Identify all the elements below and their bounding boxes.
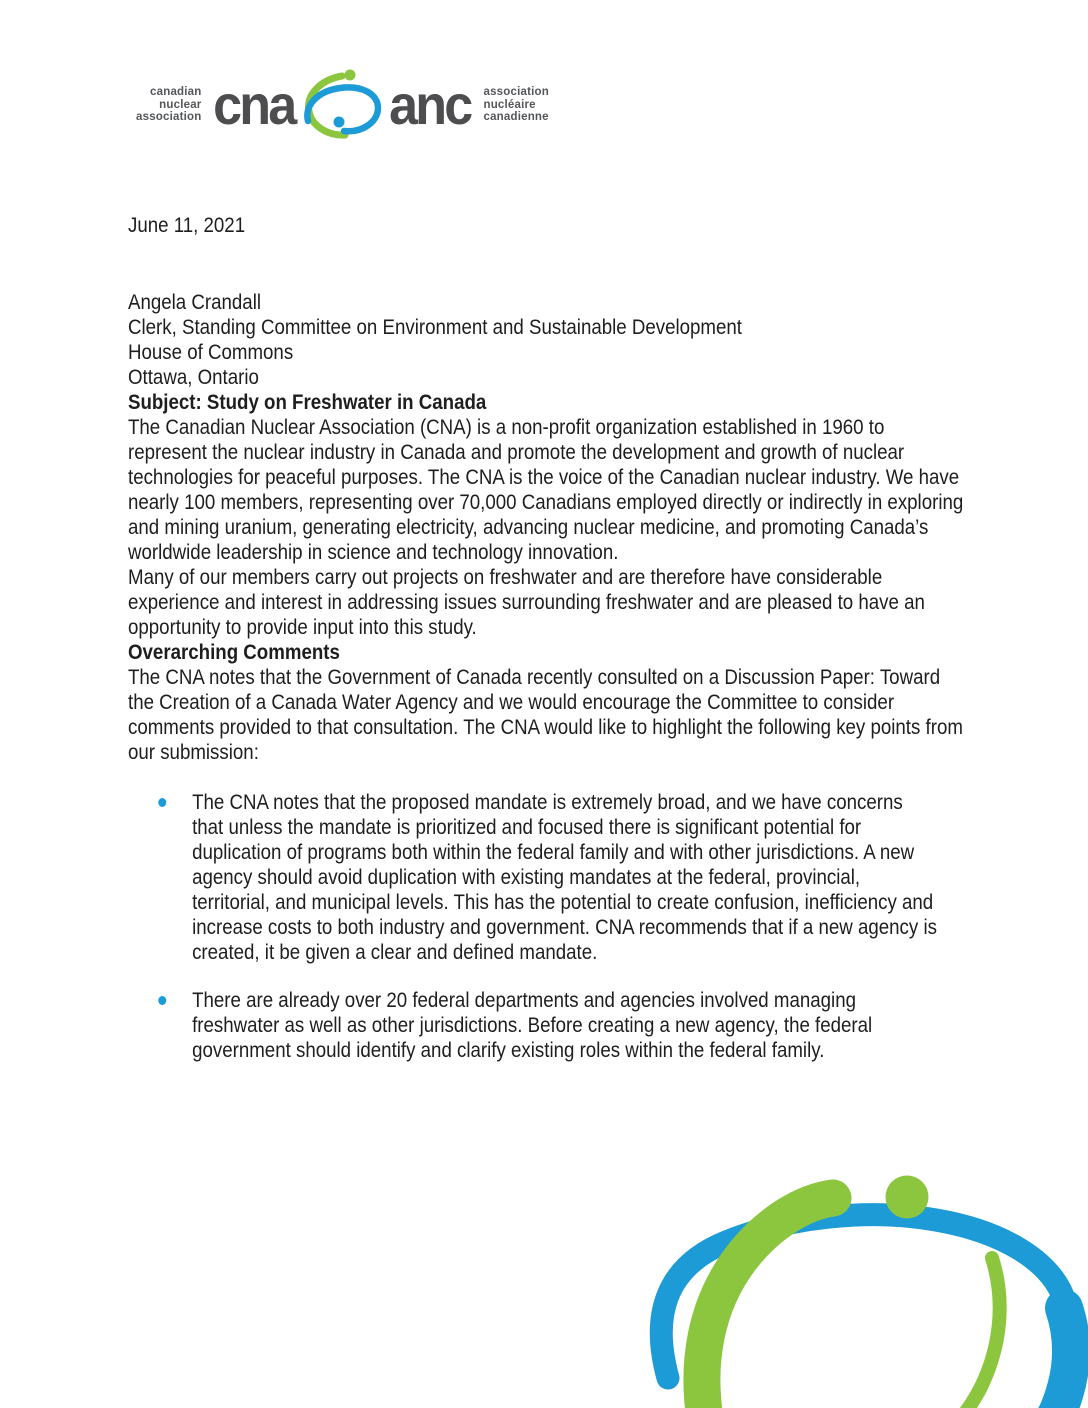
paragraph-about-cna: The Canadian Nuclear Association (CNA) is a non-profit organization established in 1960 to represent the nuclear industry in Canada and promote the development and growth of nuclear technologies for peaceful purposes. The CNA is the voice of the Canadian nuclear industry. We have nearly 100 members, representing over 70,000 Canadians employed directly or indirectly in exploring and mining uranium, generating electricity, advancing nuclear medicine, and promoting Canada’s worldwide leadership in science and technology innovation.: [128, 416, 964, 564]
recipient-name: Angela Crandall: [128, 291, 261, 314]
watermark-blue-orbit-thick-end: [1050, 1308, 1071, 1408]
logo-text-line: association: [483, 86, 549, 99]
logo-wordmark-anc: anc: [389, 73, 471, 136]
cna-logo: [136, 68, 549, 142]
recipient-block: [128, 290, 968, 390]
letter-date: June 11, 2021: [128, 214, 246, 237]
logo-wordmark-cna: cna: [213, 73, 295, 136]
recipient-organization: House of Commons: [128, 341, 294, 364]
subject-line: Subject: Study on Freshwater in Canada: [128, 391, 487, 414]
paragraph-members-freshwater: Many of our members carry out projects on freshwater and are therefore have considerable experience and interest in addressing issues surrounding freshwater and are pleased to have an opportunity to provide input into this study.: [128, 566, 925, 639]
logo-text-line: nuclear: [159, 98, 202, 111]
letter-body: [128, 213, 968, 1086]
list-item-mandate: The CNA notes that the proposed mandate is extremely broad, and we have concerns that unless the mandate is prioritized and focused there is significant potential for duplication of programs both within the federal family and with other jurisdictions. A new agency should avoid duplication with existing mandates at the federal, provincial, territorial, and municipal levels. This has the potential to create confusion, inefficiency and increase costs to both industry and government. CNA recommends that if a new agency is created, it be given a clear and defined mandate.: [128, 790, 968, 965]
logo-text-line: nucléaire: [483, 98, 536, 111]
cna-atom-icon: [300, 67, 384, 143]
list-item-federal-departments: There are already over 20 federal departments and agencies involved managing freshwater as well as other jurisdictions. Before creating a new agency, the federal government should identify and clarify existing roles within the federal family.: [128, 988, 968, 1063]
recipient-location: Ottawa, Ontario: [128, 366, 259, 389]
key-points-list: [128, 790, 968, 1063]
watermark-green-dot: [886, 1176, 929, 1219]
logo-english-text: [136, 86, 201, 124]
cna-atom-watermark-icon: [638, 1150, 1088, 1408]
paragraph-water-agency-consultation: The CNA notes that the Government of Canada recently consulted on a Discussion Paper: Toward the Creation of a Canada Water Agency and we would encourage the Committee to consider comments provided to that consultation. The CNA would like to highlight the following key points from our submission:: [128, 666, 963, 764]
logo-text-line: canadienne: [483, 111, 549, 124]
section-heading-overarching-comments: Overarching Comments: [128, 641, 340, 664]
recipient-title: Clerk, Standing Committee on Environment and Sustainable Development: [128, 316, 742, 339]
logo-french-text: [483, 86, 548, 124]
logo-text-line: association: [136, 111, 202, 124]
atom-green-dot: [344, 70, 355, 81]
logo-text-line: canadian: [150, 86, 202, 99]
atom-blue-dot: [333, 117, 344, 128]
watermark-green-thin-arc: [944, 1258, 1000, 1408]
